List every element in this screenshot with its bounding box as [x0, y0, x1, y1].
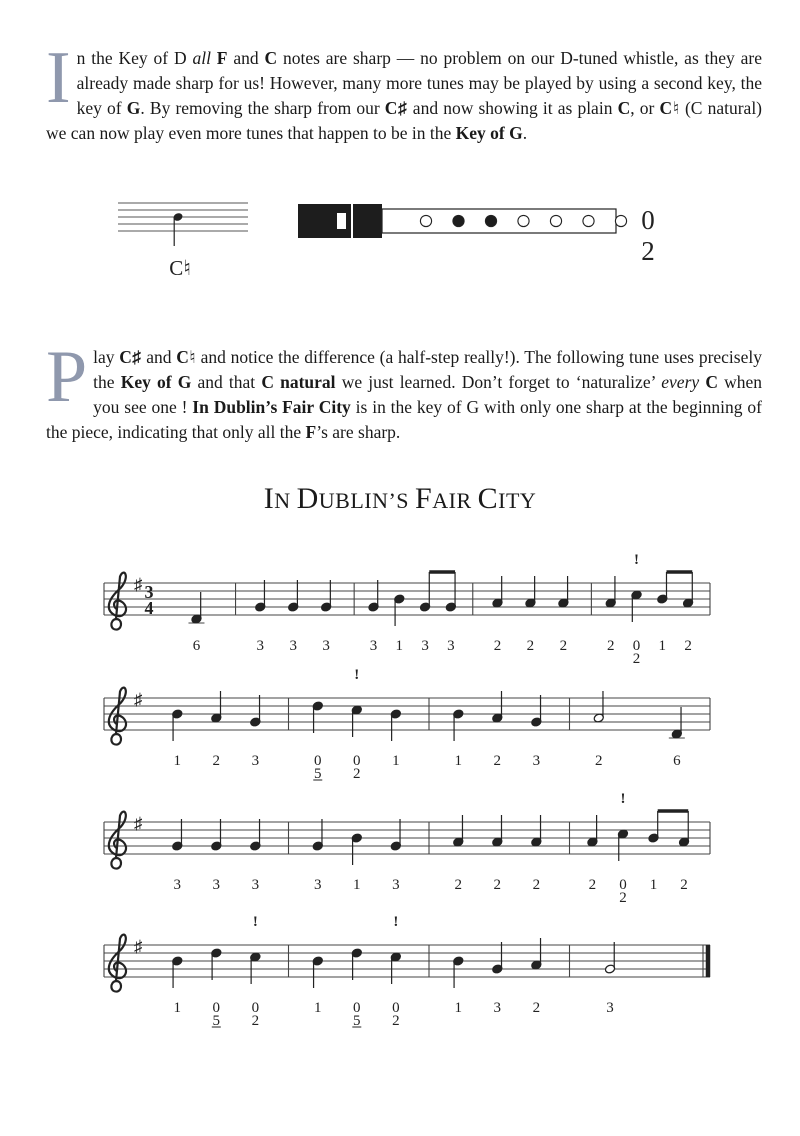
- body-text-run: C natural: [261, 372, 336, 392]
- music-note: [351, 948, 362, 1029]
- body-text-run: when you see one !: [93, 372, 763, 417]
- fingering-number: 1: [454, 1000, 463, 1016]
- fingering-number: 2: [632, 651, 641, 667]
- music-note: [312, 701, 323, 782]
- fingering-number: 3: [493, 1000, 502, 1016]
- intro-text-run: .: [522, 123, 528, 143]
- fingering-number: 3: [212, 877, 221, 893]
- c-natural-reminder-mark: !: [252, 914, 258, 930]
- music-note: [351, 667, 362, 782]
- c-natural-reminder-mark: !: [620, 791, 626, 807]
- music-note: [682, 572, 693, 654]
- fingering-number: 6: [192, 638, 201, 654]
- fingering-number: 2: [588, 877, 597, 893]
- fingering-number: 2: [559, 638, 568, 654]
- treble-clef-icon: [109, 688, 126, 745]
- body-text-run: lay: [93, 347, 120, 367]
- fingering-number: 3: [289, 638, 297, 654]
- music-note: [250, 914, 261, 1029]
- fingering-number: 3: [532, 753, 541, 769]
- fingering-number: 5: [212, 1013, 221, 1029]
- fingering-number: 1: [173, 1000, 182, 1016]
- treble-clef-icon: [109, 935, 126, 992]
- music-note: [211, 948, 222, 1029]
- music-note: [312, 956, 323, 1016]
- fingering-number: 0: [632, 638, 641, 654]
- fingering-number: 3: [606, 1000, 614, 1016]
- intro-text-run: (C natural) we can now play even more tunes that happen to be in the: [46, 98, 763, 143]
- music-note: [390, 914, 401, 1029]
- fingering-number: 3: [369, 638, 378, 654]
- body-text-run: ’s are sharp.: [316, 422, 401, 442]
- body-text-run: C♮: [176, 347, 196, 367]
- intro-text: [46, 37, 763, 143]
- fingering-number: 3: [173, 877, 182, 893]
- closed-hole-icon: [485, 215, 496, 226]
- fingering-number: 2: [493, 638, 502, 654]
- fingering-number: 2: [595, 753, 603, 769]
- fingering-number: 3: [314, 877, 322, 893]
- fingering-number: 1: [173, 753, 182, 769]
- fingering-number: 5: [353, 1013, 361, 1029]
- fingering-number: 2: [251, 1013, 260, 1029]
- fingering-number: 3: [251, 753, 260, 769]
- intro-text-run: n the Key of D: [76, 48, 193, 68]
- music-note: [188, 592, 204, 654]
- fingering-number: 2: [526, 638, 535, 654]
- music-system: [104, 552, 710, 667]
- open-hole-icon: [518, 215, 529, 226]
- fingering-number: 3: [447, 638, 455, 654]
- music-note: [419, 572, 430, 654]
- music-note: [445, 572, 456, 654]
- fingering-number: 0: [353, 1000, 361, 1016]
- fingering-number: 2: [353, 766, 361, 782]
- music-note: [631, 552, 642, 667]
- fingering-number: 2: [493, 877, 502, 893]
- closed-hole-icon: [453, 215, 464, 226]
- music-note: [172, 956, 183, 1016]
- body-paragraph: [46, 336, 763, 445]
- time-signature-top: 3: [144, 582, 154, 602]
- fingering-number: 1: [395, 638, 404, 654]
- body-text-run: and that: [191, 372, 262, 392]
- example-staff-lines: [118, 203, 248, 231]
- intro-text-run: C: [617, 98, 631, 118]
- c-natural-label: C♮: [169, 256, 191, 280]
- intro-text-run: and now showing it as plain: [407, 98, 618, 118]
- fingering-number: 2: [619, 890, 627, 906]
- fingering-number: 1: [649, 877, 658, 893]
- treble-clef-icon: [109, 812, 126, 869]
- key-signature-sharp: ♯: [134, 814, 143, 833]
- fingering-number: 6: [673, 753, 681, 769]
- fingering-number: 1: [314, 1000, 322, 1016]
- key-signature-sharp: ♯: [134, 937, 143, 956]
- time-signature-bottom: 4: [144, 598, 154, 618]
- fingering-number: 0: [353, 753, 361, 769]
- fingering-number: 0: [212, 1000, 221, 1016]
- body-text-run: is in the key of G with only one sharp at the beginning of the piece, indicating that only all the: [46, 397, 762, 442]
- music-note: [657, 572, 668, 654]
- fingering-number: 0: [251, 1000, 260, 1016]
- music-note: [351, 833, 362, 893]
- open-hole-icon: [583, 215, 594, 226]
- intro-text-run: G: [126, 98, 141, 118]
- c-natural-reminder-mark: !: [634, 552, 640, 568]
- body-text: [46, 336, 763, 442]
- intro-text-run: , or: [630, 98, 660, 118]
- music-note: [172, 709, 183, 769]
- body-text-run: In Dublin’s Fair City: [192, 397, 351, 417]
- whistle-fingering-diagram: [290, 196, 670, 276]
- music-note: [394, 594, 405, 654]
- body-text-run: C: [705, 372, 718, 392]
- music-system: [104, 914, 710, 1029]
- intro-paragraph: [46, 37, 763, 146]
- fingering-number: 2: [493, 753, 502, 769]
- fingering-number: 0: [392, 1000, 400, 1016]
- intro-text-run: . By removing the sharp from our: [140, 98, 385, 118]
- music-system: [104, 667, 710, 782]
- music-note: [678, 811, 689, 893]
- open-hole-icon: [420, 215, 431, 226]
- fingering-number: 0: [314, 753, 322, 769]
- whistle-window: [337, 213, 346, 229]
- intro-text-run: all: [192, 48, 211, 68]
- fingering-number: 3: [322, 638, 330, 654]
- fingering-number: 3: [421, 638, 429, 654]
- music-note: [453, 956, 464, 1016]
- fingering-number: 2: [684, 638, 692, 654]
- fingering-number: 5: [314, 766, 322, 782]
- fingering-number: 2: [532, 877, 541, 893]
- body-text-run: every: [661, 372, 700, 392]
- open-hole-icon: [550, 215, 561, 226]
- open-hole-icon: [615, 215, 626, 226]
- whistle-body: [382, 209, 616, 233]
- fingering-number: 2: [392, 1013, 400, 1029]
- fingering-number: 1: [454, 753, 463, 769]
- music-note: [669, 707, 685, 769]
- fingering-number: 0: [619, 877, 627, 893]
- fingering-number: 1: [353, 877, 361, 893]
- key-signature-sharp: ♯: [134, 575, 143, 594]
- intro-text-run: C♯: [384, 98, 408, 118]
- fingering-top-number: 0: [641, 205, 655, 235]
- intro-dropcap: I: [46, 37, 71, 119]
- fingering-number: 1: [658, 638, 667, 654]
- sheet-music-score: [0, 540, 800, 1080]
- body-text-run: F: [305, 422, 317, 442]
- intro-text-run: Key of G: [455, 123, 523, 143]
- body-text-run: we just learned. Don’t forget to ‘naturalize’: [335, 372, 662, 392]
- body-dropcap: P: [46, 336, 88, 418]
- tune-title: IN DUBLIN’S FAIR CITY: [263, 482, 537, 515]
- intro-text-run: C: [264, 48, 278, 68]
- body-text-run: C♯: [119, 347, 142, 367]
- music-note: [453, 709, 464, 769]
- fingering-bottom-number: 2: [641, 236, 655, 266]
- fingering-number: 2: [606, 638, 615, 654]
- intro-text-run: C♮: [659, 98, 680, 118]
- body-text-run: and notice the difference (a half-step really!). The following tune uses precisely the: [93, 347, 762, 392]
- c-natural-reminder-mark: !: [354, 667, 360, 683]
- c-natural-staff-example: [110, 188, 260, 283]
- fingering-number: 2: [212, 753, 221, 769]
- fingering-number: 2: [532, 1000, 541, 1016]
- fingering-number: 3: [251, 877, 260, 893]
- intro-text-run: and: [227, 48, 265, 68]
- body-text-run: Key of G: [120, 372, 192, 392]
- fingering-number: 1: [392, 753, 400, 769]
- fingering-number: 2: [454, 877, 463, 893]
- fingering-number: 2: [680, 877, 688, 893]
- fingering-number: 3: [392, 877, 400, 893]
- music-system: [104, 791, 710, 906]
- fingering-number: 3: [256, 638, 265, 654]
- key-signature-sharp: ♯: [134, 690, 143, 709]
- treble-clef-icon: [109, 573, 126, 630]
- body-text-run: and: [141, 347, 177, 367]
- music-note: [648, 811, 659, 893]
- intro-text-run: notes are sharp — no problem on our D-tuned whistle, as they are already made sharp for us! However, many more tunes may be played by using a second key, the key of: [76, 48, 762, 118]
- music-note: [390, 709, 401, 769]
- music-note: [617, 791, 628, 906]
- intro-text-run: F: [216, 48, 228, 68]
- c-natural-reminder-mark: !: [393, 914, 399, 930]
